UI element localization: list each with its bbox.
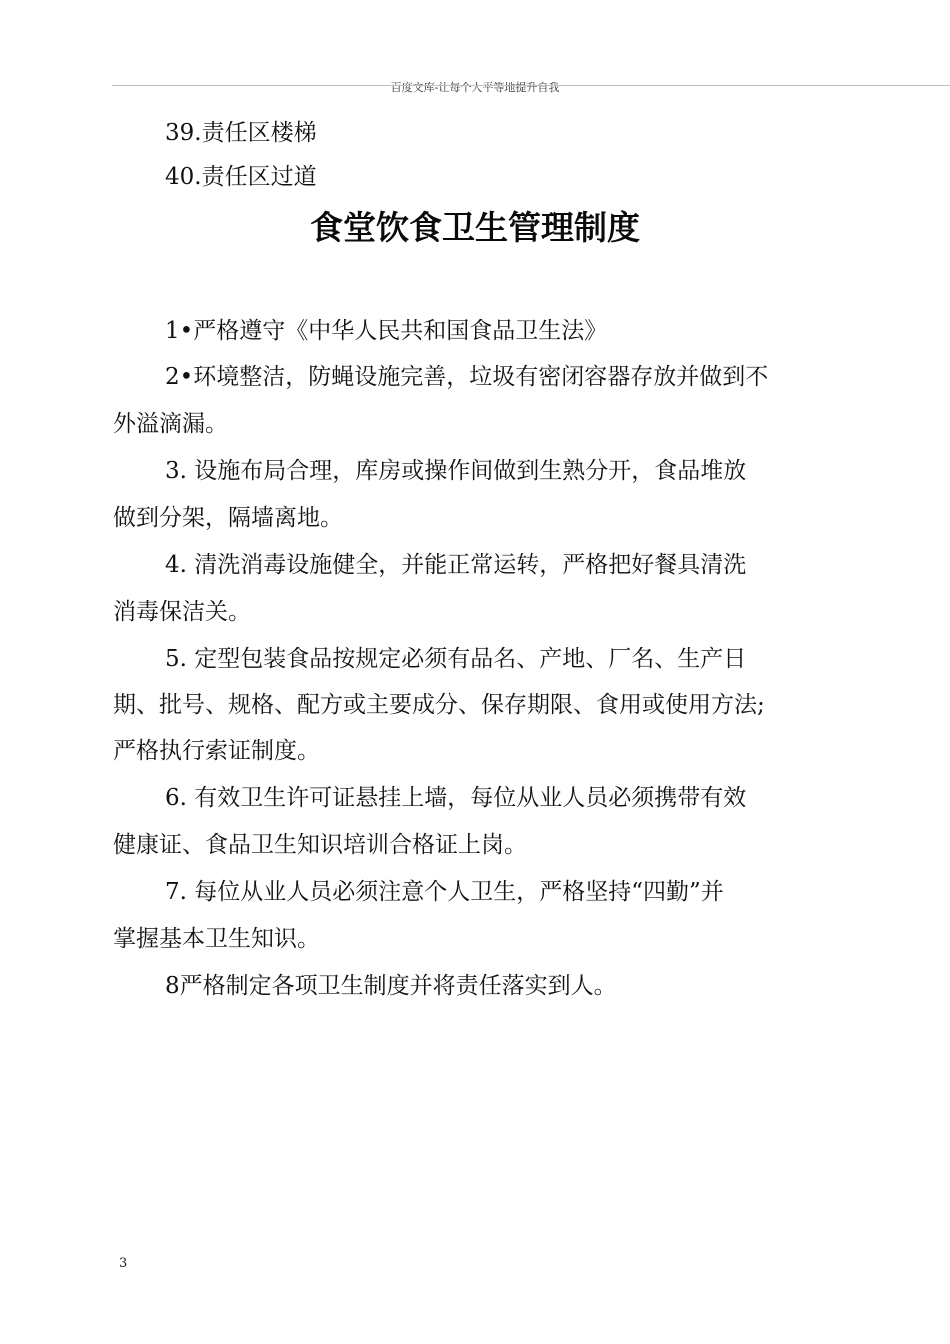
rule-5-continuation: 期、批号、规格、配方或主要成分、保存期限、食用或使用方法; bbox=[113, 692, 765, 718]
header-text: 百度文库-让每个人平等地提升自我 bbox=[390, 81, 560, 94]
rule-5-continuation: 严格执行索证制度。 bbox=[113, 738, 320, 764]
rule-5: 5. 定型包装食品按规定必须有品名、产地、厂名、生产日 bbox=[165, 646, 747, 672]
document-title: 食堂饮食卫生管理制度 bbox=[310, 208, 640, 247]
list-item: 39.责任区楼梯 bbox=[165, 120, 317, 146]
rule-1: 1•严格遵守《中华人民共和国食品卫生法》 bbox=[165, 318, 608, 344]
rule-7-continuation: 掌握基本卫生知识。 bbox=[113, 926, 320, 952]
rule-8: 8严格制定各项卫生制度并将责任落实到人。 bbox=[165, 973, 617, 999]
list-item: 40.责任区过道 bbox=[165, 164, 317, 190]
rule-4-continuation: 消毒保洁关。 bbox=[113, 599, 251, 625]
rule-2: 2•环境整洁，防蝇设施完善，垃圾有密闭容器存放并做到不 bbox=[165, 364, 769, 390]
rule-3: 3. 设施布局合理，库房或操作间做到生熟分开，食品堆放 bbox=[165, 458, 747, 484]
page-number: 3 bbox=[119, 1256, 128, 1271]
rule-4: 4. 清洗消毒设施健全，并能正常运转，严格把好餐具清洗 bbox=[165, 552, 747, 578]
rule-6: 6. 有效卫生许可证悬挂上墙，每位从业人员必须携带有效 bbox=[165, 785, 747, 811]
rule-3-continuation: 做到分架，隔墙离地。 bbox=[113, 505, 343, 531]
header-divider bbox=[112, 85, 950, 86]
rule-6-continuation: 健康证、食品卫生知识培训合格证上岗。 bbox=[113, 832, 527, 858]
rule-7: 7. 每位从业人员必须注意个人卫生，严格坚持“四勤”并 bbox=[165, 879, 724, 905]
rule-2-continuation: 外溢滴漏。 bbox=[113, 411, 228, 437]
